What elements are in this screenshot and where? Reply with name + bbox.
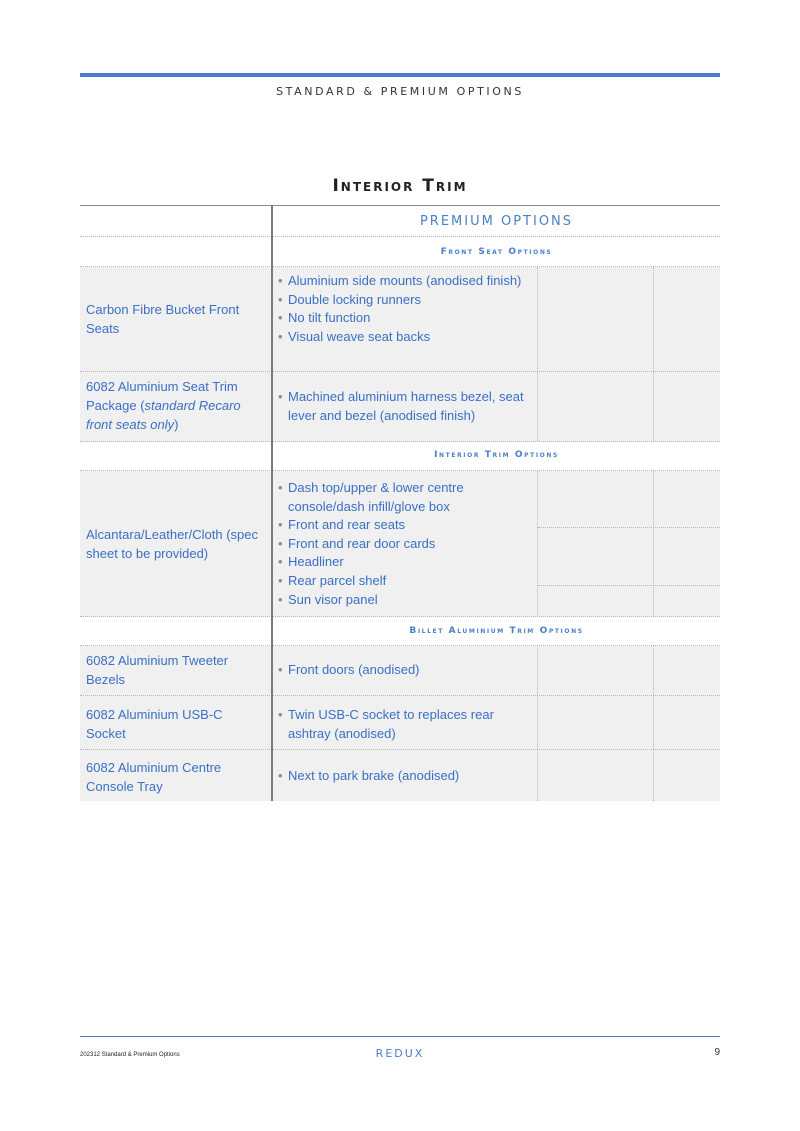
option-name: Carbon Fibre Bucket Front Seats <box>86 302 240 336</box>
header-rule <box>80 73 720 77</box>
group-heading-row <box>80 617 720 646</box>
group-heading-front-seat: Front Seat Options <box>440 247 553 257</box>
feature-item: • Machined aluminium harness bezel, seat lever and bezel (anodised finish) <box>278 388 538 425</box>
feature-item: • Aluminium side mounts (anodised finish) <box>278 272 538 291</box>
feature-list <box>278 706 538 743</box>
page-number: 9 <box>714 1047 720 1058</box>
table-row <box>80 750 720 801</box>
feature-item: • Front and rear seats <box>278 516 538 535</box>
feature-item: • Sun visor panel <box>278 591 538 610</box>
premium-options-heading: PREMIUM OPTIONS <box>419 214 574 229</box>
feature-item: • Dash top/upper & lower centre console/dash infill/glove box <box>278 479 538 516</box>
feature-list <box>278 661 538 680</box>
feature-item: • Front doors (anodised) <box>278 661 538 680</box>
footer-brand: REDUX <box>375 1047 425 1060</box>
feature-list <box>278 388 538 425</box>
premium-header-row <box>80 206 720 237</box>
feature-list <box>278 479 538 609</box>
feature-list <box>278 767 538 786</box>
option-name: 6082 Aluminium Tweeter Bezels <box>86 653 229 687</box>
footer-rule <box>80 1036 720 1037</box>
column-divider <box>271 205 273 801</box>
option-name: 6082 Aluminium Centre Console Tray <box>86 760 222 794</box>
group-heading-interior-trim: Interior Trim Options <box>434 450 559 460</box>
option-name: 6082 Aluminium Seat Trim Package (standard Recaro front seats only) <box>86 379 241 432</box>
group-heading-row <box>80 442 720 471</box>
header-title: STANDARD & PREMIUM OPTIONS <box>276 85 524 98</box>
option-name: Alcantara/Leather/Cloth (spec sheet to be provided) <box>86 527 258 561</box>
group-heading-billet: Billet Aluminium Trim Options <box>409 626 584 636</box>
table-row <box>80 267 720 372</box>
feature-item: • Headliner <box>278 553 538 572</box>
feature-item: • Rear parcel shelf <box>278 572 538 591</box>
feature-item: • No tilt function <box>278 309 538 328</box>
feature-list <box>278 272 538 346</box>
table-row <box>80 646 720 696</box>
feature-item: • Next to park brake (anodised) <box>278 767 538 786</box>
feature-item: • Front and rear door cards <box>278 535 538 554</box>
feature-item: • Twin USB-C socket to replaces rear ashtray (anodised) <box>278 706 538 743</box>
footer-doc-ref: 202312 Standard & Premium Options <box>80 1052 180 1058</box>
table-row <box>80 372 720 442</box>
section-title: Interior Trim <box>332 176 468 196</box>
option-name: 6082 Aluminium USB-C Socket <box>86 707 223 741</box>
feature-item: • Visual weave seat backs <box>278 328 538 347</box>
table-row <box>80 696 720 750</box>
table-row <box>80 471 720 617</box>
feature-item: • Double locking runners <box>278 291 538 310</box>
group-heading-row <box>80 237 720 267</box>
